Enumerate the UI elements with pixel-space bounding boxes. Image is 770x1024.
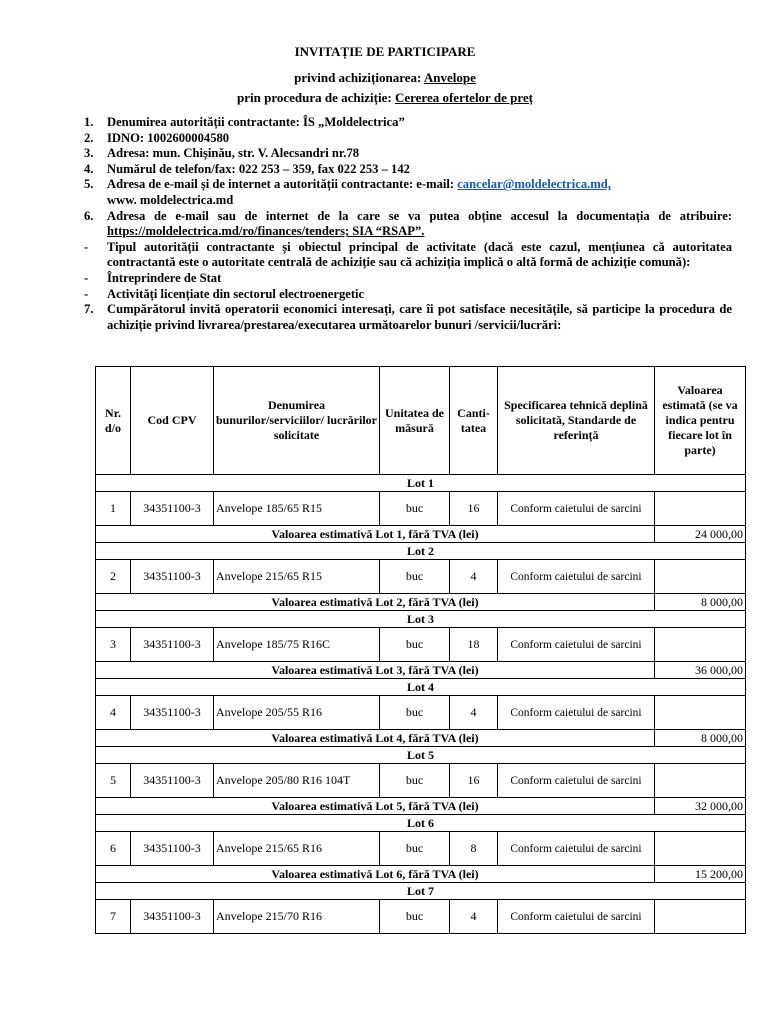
- header-name: Denumirea bunurilor/serviciilor/ lucrărilor solicitate: [214, 367, 380, 475]
- cell-qty: 4: [450, 560, 498, 594]
- document-title: INVITAȚIE DE PARTICIPARE: [294, 44, 476, 59]
- header-nr: Nr. d/o: [96, 367, 131, 475]
- cell-spec: Conform caietului de sarcini: [498, 560, 655, 594]
- cell-unit: buc: [380, 832, 450, 866]
- website-text: www. moldelectrica.md: [107, 192, 234, 207]
- cell-name: Anvelope 205/80 R16 104T: [214, 764, 380, 798]
- cell-value: [655, 900, 746, 934]
- item-number: 5.: [84, 177, 94, 192]
- cell-cpv: 34351100-3: [131, 696, 214, 730]
- lot-total-row: [96, 866, 746, 883]
- cell-cpv: 34351100-3: [131, 492, 214, 526]
- cell-cpv: 34351100-3: [131, 832, 214, 866]
- cell-spec: Conform caietului de sarcini: [498, 492, 655, 526]
- cell-spec: Conform caietului de sarcini: [498, 900, 655, 934]
- lot-total-value: 8 000,00: [655, 730, 746, 747]
- lot-total-value: 32 000,00: [655, 798, 746, 815]
- lot-label: Lot 2: [96, 543, 746, 560]
- lot-total-label: Valoarea estimativă Lot 1, fără TVA (lei): [96, 526, 655, 543]
- info-item-phone: [84, 162, 732, 178]
- cell-unit: buc: [380, 900, 450, 934]
- cell-value: [655, 628, 746, 662]
- lot-total-row: [96, 730, 746, 747]
- info-item-email: [84, 177, 732, 208]
- header-value: Valoarea estimată (se va indica pentru fiecare lot în parte): [655, 367, 746, 475]
- cell-nr: 5: [96, 764, 131, 798]
- lot-total-row: [96, 662, 746, 679]
- header-cpv: Cod CPV: [131, 367, 214, 475]
- lot-label: Lot 1: [96, 475, 746, 492]
- lot-total-row: [96, 798, 746, 815]
- table-header-row: [96, 367, 746, 475]
- cell-name: Anvelope 185/75 R16C: [214, 628, 380, 662]
- lot-total-value: 36 000,00: [655, 662, 746, 679]
- item-number: 4.: [84, 161, 94, 176]
- cell-name: Anvelope 215/70 R16: [214, 900, 380, 934]
- item-number: 3.: [84, 146, 94, 161]
- item-text: Cumpărătorul invită operatorii economici interesați, care îi pot satisface necesitățile, să participe la procedura de achiziție privind livrarea/prestarea/executarea următoarelor bunuri /servicii/lucrări:: [107, 302, 732, 332]
- header-unit: Unitatea de măsură: [380, 367, 450, 475]
- lot-total-label: Valoarea estimativă Lot 3, fără TVA (lei): [96, 662, 655, 679]
- item-number: 2.: [84, 130, 94, 145]
- cell-cpv: 34351100-3: [131, 628, 214, 662]
- subtitle-procedure: [0, 90, 770, 106]
- lots-table: [95, 366, 746, 934]
- info-list: [84, 115, 732, 333]
- item-bullet: -: [84, 286, 89, 301]
- item-text: IDNO: 1002600004580: [107, 130, 230, 145]
- table-row: [96, 900, 746, 934]
- cell-nr: 4: [96, 696, 131, 730]
- item-bullet: -: [84, 270, 89, 285]
- item-text: [107, 177, 732, 208]
- table-row: [96, 764, 746, 798]
- cell-cpv: 34351100-3: [131, 764, 214, 798]
- lot-label: Lot 6: [96, 815, 746, 832]
- cell-unit: buc: [380, 764, 450, 798]
- cell-spec: Conform caietului de sarcini: [498, 832, 655, 866]
- cell-name: Anvelope 215/65 R15: [214, 560, 380, 594]
- lot-total-value: 15 200,00: [655, 866, 746, 883]
- item-text: Numărul de telefon/fax: 022 253 – 359, fax 022 253 – 142: [107, 161, 410, 176]
- table-row: [96, 832, 746, 866]
- lot-total-row: [96, 594, 746, 611]
- cell-cpv: 34351100-3: [131, 900, 214, 934]
- info-item-invitation: [84, 302, 732, 333]
- lot-total-value: 24 000,00: [655, 526, 746, 543]
- item-text: [107, 209, 732, 240]
- email-link[interactable]: cancelar@moldelectrica.md,: [457, 177, 611, 192]
- cell-unit: buc: [380, 696, 450, 730]
- header-qty: Canti-tatea: [450, 367, 498, 475]
- subtitle-object: [0, 70, 770, 86]
- item-number: 1.: [84, 115, 94, 129]
- cell-cpv: 34351100-3: [131, 560, 214, 594]
- cell-nr: 7: [96, 900, 131, 934]
- cell-qty: 4: [450, 900, 498, 934]
- info-item-authority-type: [84, 240, 732, 271]
- item-number: 7.: [84, 302, 94, 317]
- cell-name: Anvelope 185/65 R15: [214, 492, 380, 526]
- lot-label: Lot 4: [96, 679, 746, 696]
- cell-nr: 2: [96, 560, 131, 594]
- cell-value: [655, 560, 746, 594]
- cell-value: [655, 492, 746, 526]
- documentation-link[interactable]: https://moldelectrica.md/ro/finances/tenders; SIA “RSAP”.: [107, 224, 425, 239]
- lot-total-label: Valoarea estimativă Lot 2, fără TVA (lei): [96, 594, 655, 611]
- cell-qty: 8: [450, 832, 498, 866]
- info-item-idno: [84, 131, 732, 147]
- documentation-label: Adresa de e-mail sau de internet de la care se va putea obține accesul la documentația de atribuire:: [107, 208, 732, 223]
- cell-name: Anvelope 205/55 R16: [214, 696, 380, 730]
- item-text: Activități licențiate din sectorul electroenergetic: [107, 286, 365, 301]
- cell-spec: Conform caietului de sarcini: [498, 764, 655, 798]
- item-text: Denumirea autorității contractante: ÎS „Moldelectrica”: [107, 115, 405, 129]
- info-item-authority: [84, 115, 732, 131]
- lot-total-label: Valoarea estimativă Lot 5, fără TVA (lei): [96, 798, 655, 815]
- lot-total-value: 8 000,00: [655, 594, 746, 611]
- item-text: Adresa: mun. Chișinău, str. V. Alecsandri nr.78: [107, 146, 360, 161]
- lot-total-label: Valoarea estimativă Lot 6, fără TVA (lei): [96, 866, 655, 883]
- cell-value: [655, 832, 746, 866]
- lot-total-label: Valoarea estimativă Lot 4, fără TVA (lei): [96, 730, 655, 747]
- item-number: 6.: [84, 208, 94, 223]
- lot-label: Lot 5: [96, 747, 746, 764]
- cell-unit: buc: [380, 492, 450, 526]
- cell-value: [655, 764, 746, 798]
- info-item-documentation: [84, 209, 732, 240]
- item-text: Tipul autorității contractante și obiectul principal de activitate (dacă este cazul, mențiunea că autoritatea contractantă este o autoritate centrală de achiziție sau că achiziția implică o altă formă de achiziție comună):: [107, 239, 732, 270]
- table-row: [96, 560, 746, 594]
- cell-spec: Conform caietului de sarcini: [498, 696, 655, 730]
- subtitle-procedure-value: Cererea ofertelor de preț: [394, 90, 533, 105]
- email-label: Adresa de e-mail și de internet a autorității contractante: e-mail:: [107, 177, 458, 192]
- item-bullet: -: [84, 239, 89, 254]
- cell-unit: buc: [380, 628, 450, 662]
- item-text: Întreprindere de Stat: [107, 270, 222, 285]
- subtitle-object-prefix: privind achiziționarea:: [294, 70, 424, 85]
- cell-unit: buc: [380, 560, 450, 594]
- info-item-address: [84, 146, 732, 162]
- cell-qty: 18: [450, 628, 498, 662]
- cell-nr: 1: [96, 492, 131, 526]
- cell-nr: 6: [96, 832, 131, 866]
- subtitle-procedure-prefix: prin procedura de achiziție:: [237, 90, 395, 105]
- table-row: [96, 492, 746, 526]
- table-row: [96, 696, 746, 730]
- cell-nr: 3: [96, 628, 131, 662]
- cell-spec: Conform caietului de sarcini: [498, 628, 655, 662]
- cell-qty: 16: [450, 492, 498, 526]
- subtitle-object-value: Anvelope: [423, 70, 476, 85]
- lot-label: Lot 7: [96, 883, 746, 900]
- cell-qty: 16: [450, 764, 498, 798]
- cell-qty: 4: [450, 696, 498, 730]
- info-item-enterprise: [84, 271, 732, 287]
- cell-value: [655, 696, 746, 730]
- info-item-activity: [84, 287, 732, 303]
- cell-name: Anvelope 215/65 R16: [214, 832, 380, 866]
- header-spec: Specificarea tehnică deplină solicitată, Standarde de referință: [498, 367, 655, 475]
- lot-total-row: [96, 526, 746, 543]
- lot-label: Lot 3: [96, 611, 746, 628]
- table-row: [96, 628, 746, 662]
